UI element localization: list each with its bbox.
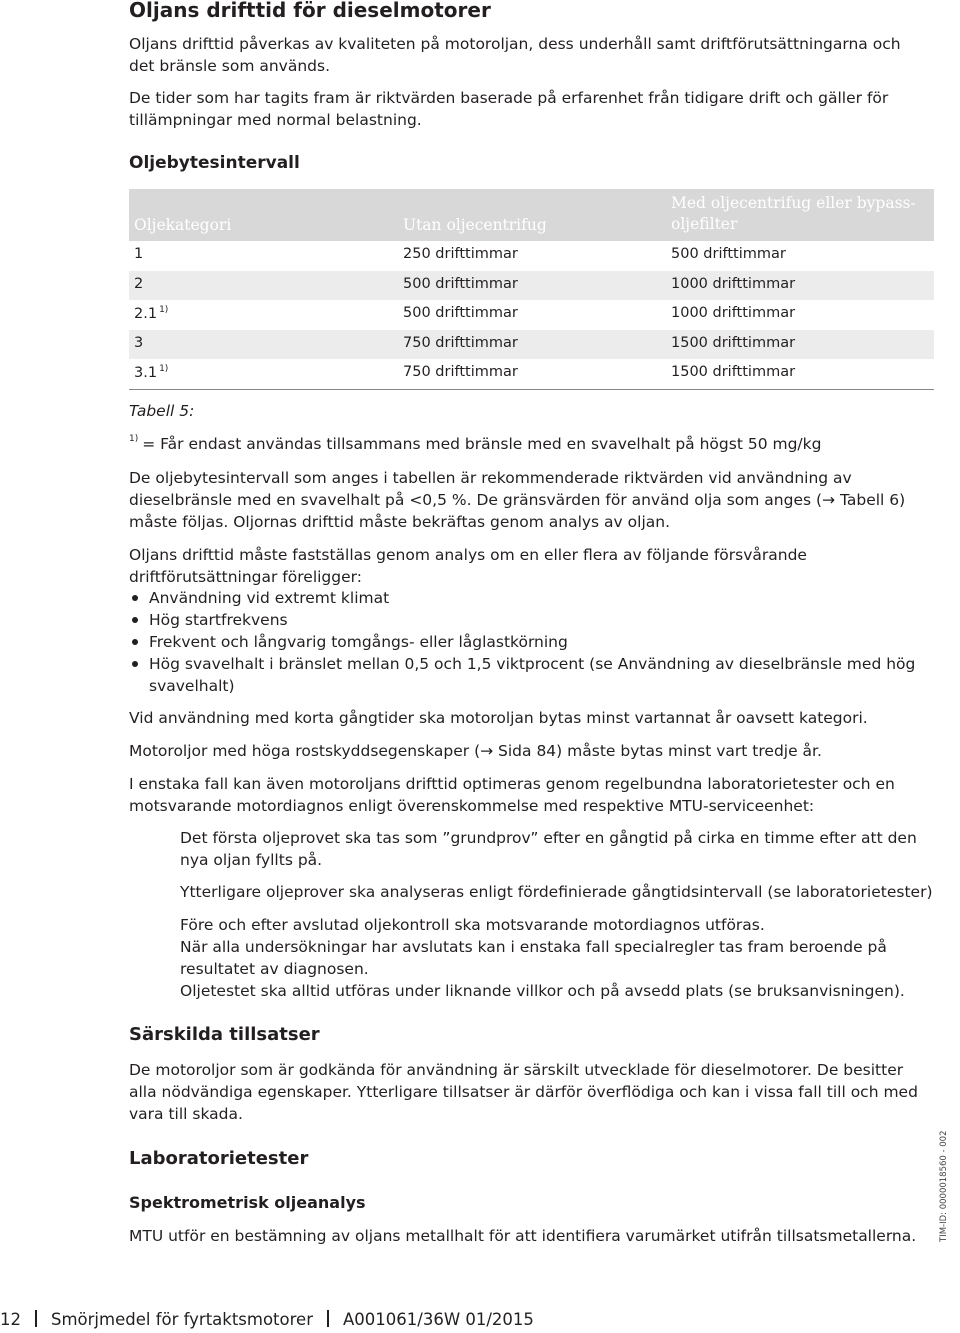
cell-without: 750 drifttimmar — [403, 364, 518, 381]
list-item: Hög startfrekvens — [129, 609, 929, 631]
table-row — [129, 359, 934, 389]
footer-title: Smörjmedel för fyrtaktsmotorer — [51, 1310, 313, 1329]
cell-category: 3.1 $^{1)}$ — [134, 364, 169, 382]
subheading-spectrometric: Spektrometrisk oljeanalys — [129, 1193, 366, 1212]
page-heading: Oljans drifttid för dieselmotorer — [129, 0, 491, 22]
table-row — [129, 271, 934, 301]
lab-tests-paragraph: I enstaka fall kan även motoroljans drifttid optimeras genom regelbundna laboratorietester och en motsvarande motordiagnos enligt överenskommelse med respektive MTU-serviceenhet: — [129, 775, 895, 815]
cell-without: 750 drifttimmar — [403, 334, 518, 351]
short-runtime-paragraph: Vid användning med korta gångtider ska motoroljan bytas minst vartannat år oavsett kategori. — [129, 709, 868, 727]
spectrometric-paragraph: MTU utför en bestämning av oljans metallhalt för att identifiera varumärket utifrån tillsatsmetallerna. — [129, 1227, 917, 1245]
list-item: Hög svavelhalt i bränslet mellan 0,5 och 1,5 viktprocent (se Användning av dieselbränsle med hög svavelhalt) — [129, 653, 929, 697]
cell-with: 1500 drifttimmar — [671, 334, 796, 351]
footnote-ref: 1) — [159, 305, 169, 316]
bullet-icon — [132, 661, 138, 667]
bullet-icon — [132, 617, 138, 623]
interval-paragraph: De oljebytesintervall som anges i tabellen är rekommenderade riktvärden vid användning av dieselbränsle med en svavelhalt på <0,5 %. De gränsvärden för använd olja som anges (→ Tabell 6) måste följas. Oljornas drifttid måste bekräftas genom analys av oljan. — [129, 469, 906, 531]
indent-further-samples: Ytterligare oljeprover ska analyseras enligt fördefinierade gångtidsintervall (se laboratorietester) — [180, 883, 933, 901]
header-without-centrifuge: Utan oljecentrifug — [403, 216, 547, 234]
section-heading-additives: Särskilda tillsatser — [129, 1024, 320, 1045]
table-caption: Tabell 5: — [129, 402, 195, 420]
indent-before-after: Före och efter avslutad oljekontroll ska motsvarande motordiagnos utföras. — [180, 916, 765, 934]
cell-with: 1000 drifttimmar — [671, 275, 796, 292]
footnote-ref: 1) — [159, 364, 169, 375]
footnote-mark: 1) — [129, 434, 139, 444]
table-row — [129, 300, 934, 330]
conditions-list — [129, 587, 929, 697]
footnote — [129, 434, 821, 453]
cell-with: 500 drifttimmar — [671, 246, 786, 262]
indent-special-rules: När alla undersökningar har avslutats kan i enstaka fall specialregler tas fram beroende på resultatet av diagnosen. — [180, 938, 887, 978]
cell-category: 3 — [134, 334, 144, 351]
bullet-icon — [132, 639, 138, 645]
section-heading-interval: Oljebytesintervall — [129, 153, 300, 173]
header-with-centrifuge: Med oljecentrifug eller bypass-oljefilter — [671, 194, 916, 233]
guideline-paragraph: De tider som har tagits fram är riktvärden baserade på erfarenhet från tidigare drift och gäller för tillämpningar med normal belastning. — [129, 89, 889, 129]
additives-paragraph: De motoroljor som är godkända för användning är särskilt utvecklade för dieselmotorer. De besitter alla nödvändiga egenskaper. Ytterligare tillsatser är därför överflödiga och kan i vissa fall till och med vara till skada. — [129, 1061, 918, 1123]
list-item: Frekvent och långvarig tomgångs- eller låglastkörning — [129, 631, 929, 653]
page-number: 12 — [0, 1310, 21, 1329]
footer-doc-id: A001061/36W 01/2015 — [342, 1310, 534, 1329]
page-footer — [0, 1310, 534, 1329]
section-heading-lab: Laboratorietester — [129, 1148, 309, 1169]
cell-without: 250 drifttimmar — [403, 246, 518, 262]
cell-without: 500 drifttimmar — [403, 275, 518, 292]
oil-interval-table — [129, 189, 934, 390]
footnote-text: = Får endast användas tillsammans med bränsle med en svavelhalt på högst 50 mg/kg — [142, 435, 822, 453]
cell-category: 2.1 $^{1)}$ — [134, 305, 169, 323]
cell-without: 500 drifttimmar — [403, 305, 518, 322]
rust-protection-paragraph: Motoroljor med höga rostskyddsegenskaper (→ Sida 84) måste bytas minst vart tredje år. — [129, 742, 822, 760]
table-bottom-rule — [129, 389, 934, 390]
cell-with: 1500 drifttimmar — [671, 364, 796, 381]
cell-category: 2 — [134, 275, 144, 292]
footer-divider — [35, 1310, 37, 1327]
intro-paragraph: Oljans drifttid påverkas av kvaliteten på motoroljan, dess underhåll samt driftförutsättningarna och det bränsle som används. — [129, 35, 901, 75]
indent-same-conditions: Oljetestet ska alltid utföras under liknande villkor och på avsedd plats (se bruksanvisningen). — [180, 982, 905, 1000]
conditions-paragraph: Oljans drifttid måste fastställas genom analys om en eller flera av följande försvårande driftförutsättningar föreligger: — [129, 546, 807, 586]
list-item: Användning vid extremt klimat — [129, 587, 929, 609]
indent-first-sample: Det första oljeprovet ska tas som ”grundprov” efter en gångtid på cirka en timme efter att den nya oljan fyllts på. — [180, 829, 917, 869]
footer-divider — [327, 1310, 329, 1327]
header-oil-category: Oljekategori — [134, 216, 232, 234]
cell-category: 1 — [134, 246, 144, 262]
cell-with: 1000 drifttimmar — [671, 305, 796, 322]
table-header — [129, 189, 934, 241]
table-row — [129, 241, 934, 271]
bullet-icon — [132, 595, 138, 601]
table-row — [129, 330, 934, 360]
